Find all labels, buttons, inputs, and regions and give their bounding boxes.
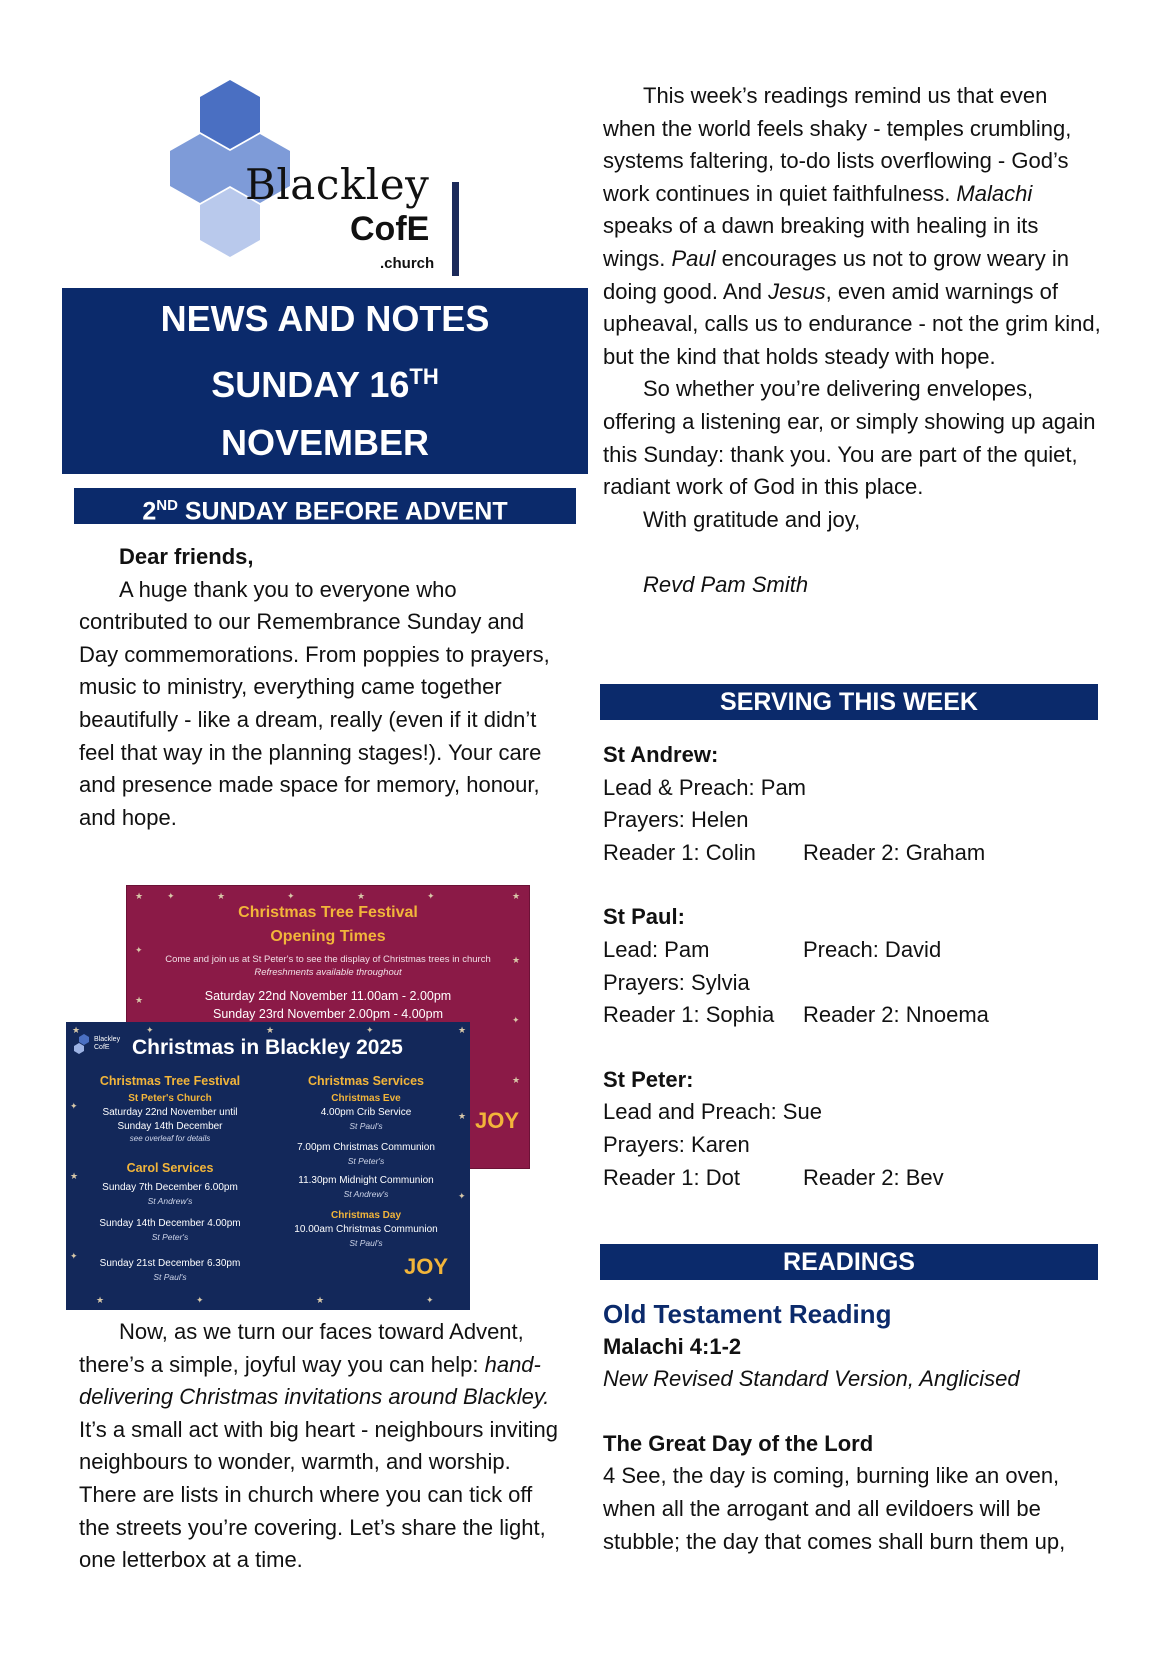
poster-tree-festival: Christmas Tree Festival Opening Times Come and join us at St Peter's to see the display of Christmas trees in church Refreshments available throughout Saturday 22nd November 11.00am - 2.00pm Sunday 23rd November 2.00pm - 4.00pm JOY ★ ✦ ★ ✦ ★ ✦ ★ ✦ ★ ★ ✦ ★ [126, 885, 530, 1169]
poster-right-d1: 10.00am Christmas Communion [294, 1224, 438, 1235]
poster-red-title1: Christmas Tree Festival [238, 904, 418, 921]
poster-right-h1: Christmas Services [307, 1074, 425, 1088]
poster-left-c1: Sunday 7th December 6.00pm [102, 1182, 238, 1193]
st-andrew: St Andrew: [603, 742, 719, 767]
reading-version: New Revised Standard Version, Anglicised [603, 1366, 1020, 1392]
title-line-3: NOVEMBER [220, 422, 430, 463]
poster-left-l2: Sunday 14th December [117, 1121, 223, 1132]
poster-left-c3v: St Paul's [153, 1272, 187, 1282]
serving-list [603, 739, 1103, 1194]
letter-paragraph-4: So whether you’re delivering envelopes, offering a listening ear, or simply showing up again this Sunday: thank you. You are part of the quiet, radiant work of God in this place. [603, 376, 1096, 500]
andrew-prayers: Prayers: Helen [603, 807, 749, 833]
subtitle-band: 2ND SUNDAY BEFORE ADVENT [74, 488, 576, 524]
poster-left-h1: Christmas Tree Festival [99, 1074, 241, 1088]
poster-red-desc1: Come and join us at St Peter's to see the display of Christmas trees in church [165, 954, 491, 965]
peter-readers: Reader 1: Dot Reader 2: Bev [603, 1164, 944, 1190]
poster-right-d: Christmas Day [330, 1210, 402, 1221]
poster-right-e3: 11.30pm Midnight Communion [298, 1175, 434, 1186]
poster-red-title2: Opening Times [270, 928, 386, 945]
title-line-1: NEWS AND NOTES [160, 298, 490, 339]
andrew-readers: Reader 1: Colin Reader 2: Graham [603, 839, 986, 865]
reading-section: The Great Day of the Lord [603, 1430, 874, 1456]
paul-prayers: Prayers: Sylvia [603, 969, 750, 995]
poster-left-c2v: St Peter's [151, 1232, 189, 1242]
poster-blue-heading: Christmas in Blackley 2025 [132, 1036, 403, 1059]
poster-right-d1v: St Paul's [349, 1238, 383, 1248]
poster-right-e2v: St Peter's [347, 1156, 385, 1166]
ot-title: Old Testament Reading [603, 1299, 892, 1329]
title-line-2: SUNDAY 16TH [211, 364, 439, 405]
st-paul: St Paul: [603, 904, 685, 930]
page-title [62, 288, 588, 474]
poster-left-s1: St Peter's Church [128, 1093, 212, 1104]
poster-logo-text: Blackley CofE [94, 1036, 121, 1051]
readings-heading: READINGS [600, 1244, 1098, 1280]
poster-left-l1: Saturday 22nd November until [102, 1107, 238, 1118]
letter-paragraph-2: Now, as we turn our faces toward Advent, there’s a simple, joyful way you can help: hand-delivering Christmas invitations around Blackley. It’s a small act with big heart - neighbours inviting neighbours to wonder, warmth, and worship. There are lists in church where you can tick off the streets you’re covering. Let’s share the light, one letterbox at a time. [79, 1319, 558, 1573]
serving-heading: SERVING THIS WEEK [600, 684, 1098, 720]
closing: With gratitude and joy, [643, 506, 861, 532]
poster-red-line1: Saturday 22nd November 11.00am - 2.00pm [204, 989, 452, 1003]
poster-right-e: Christmas Eve [331, 1093, 401, 1104]
readings-content [603, 1298, 1103, 1558]
poster-right-e1v: St Paul's [349, 1121, 383, 1131]
paul-lead: Lead: Pam Preach: David [603, 936, 942, 962]
poster-right-e3v: St Andrew's [343, 1189, 389, 1199]
letter-intro [79, 541, 565, 834]
greeting: Dear friends, [119, 544, 254, 569]
poster-red-desc2: Refreshments available throughout [254, 967, 402, 978]
poster-red-joy: JOY [474, 1108, 520, 1133]
logo-domain: .church [380, 255, 435, 272]
paul-readers: Reader 1: Sophia Reader 2: Nnoema [603, 1002, 989, 1028]
letter-paragraph-3: This week’s readings remind us that even when the world feels shaky - temples crumbling, systems faltering, to-do lists overflowing - God’s work continues in quiet faithfulness. Malachi speaks of a dawn breaking with healing in its wings. Paul encourages us not to grow weary in doing good. And Jesus, even amid warnings of upheaval, calls us to endurance - not the grim kind, but the kind that holds steady with hope. [603, 83, 1101, 369]
peter-prayers: Prayers: Karen [603, 1131, 750, 1157]
letter-continued [603, 80, 1103, 602]
poster-left-l3: see overleaf for details [129, 1134, 211, 1143]
andrew-lead: Lead & Preach: Pam [603, 774, 807, 800]
poster-right-e1: 4.00pm Crib Service [320, 1107, 412, 1118]
poster-right-e2: 7.00pm Christmas Communion [297, 1142, 435, 1153]
logo-sub: CofE [350, 210, 430, 248]
poster-left-c1v: St Andrew's [147, 1196, 193, 1206]
peter-lead: Lead and Preach: Sue [603, 1099, 822, 1125]
poster-christmas-blackley: Blackley CofE Christmas in Blackley 2025 Christmas Tree Festival St Peter's Church Saturday 22nd November until Sunday 14th December see overleaf for details Carol Services Sunday 7th December 6.00pm St Andrew's Sunday 14th December 4.00pm St Peter's Sunday 21st December 6.30pm St Paul's Christmas Services Christmas Eve 4.00pm Crib Service St Paul's 7.00pm Christmas Communion St Peter's 11.30pm Midnight Communion St Andrew's Christmas Day 10.00am Christmas Communion St Paul's JOY ★ ✦ ★ ✦ ★ ✦ ★ ✦ ★ ✦ ★ ✦ ★ ✦ [66, 1022, 470, 1310]
signature: Revd Pam Smith [643, 572, 809, 598]
poster-blue-joy: JOY [403, 1254, 449, 1279]
letter-advent [79, 1316, 565, 1577]
poster-red-line2: Sunday 23rd November 2.00pm - 4.00pm [213, 1007, 443, 1021]
st-peter: St Peter: [603, 1066, 694, 1092]
poster-left-c3: Sunday 21st December 6.30pm [99, 1258, 241, 1269]
logo-bar [452, 182, 459, 276]
letter-paragraph-1: A huge thank you to everyone who contributed to our Remembrance Sunday and Day commemorations. From poppies to prayers, music to ministry, everything came together beautifully - like a dream, really (even if it didn’t feel that way in the planning stages!). Your care and presence made space for memory, honour, and hope. [79, 576, 550, 830]
poster-left-h2: Carol Services [126, 1161, 214, 1175]
poster-left-c2: Sunday 14th December 4.00pm [99, 1218, 241, 1229]
logo-name: Blackley [245, 160, 430, 209]
reading-verse: 4 See, the day is coming, burning like an oven, when all the arrogant and all evildoers will be stubble; the day that comes shall burn them up, [603, 1463, 1066, 1554]
reading-ref: Malachi 4:1-2 [603, 1333, 742, 1359]
